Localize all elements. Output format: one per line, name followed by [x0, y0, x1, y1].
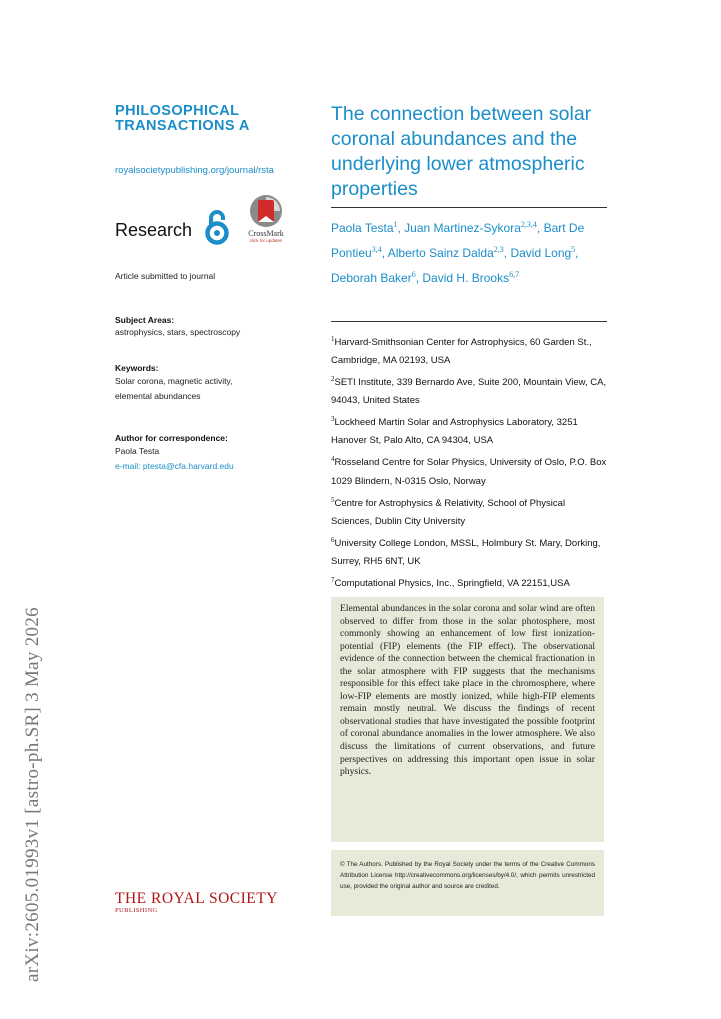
subject-areas-heading: Subject Areas: [115, 315, 175, 325]
affiliation-number: 5 [331, 495, 335, 504]
author-name: Deborah Baker [331, 271, 412, 285]
correspondence-heading: Author for correspondence: [115, 433, 228, 443]
affiliation-number: 4 [331, 455, 335, 464]
author-name: David H. Brooks [422, 271, 510, 285]
affiliation-number: 1 [331, 335, 335, 343]
correspondence [115, 433, 234, 473]
authors-divider [331, 321, 607, 322]
open-access-icon [204, 209, 230, 245]
author-affiliation-sup: 1 [393, 220, 398, 229]
author-affiliation-sup: 5 [571, 245, 576, 254]
affiliation-text: Lockheed Martin Solar and Astrophysics Laboratory, 3251 Hanover St, Palo Alto, CA 94304, USA [331, 417, 578, 447]
author-list [331, 214, 607, 289]
affiliation-item [331, 410, 607, 450]
affiliation-item [331, 491, 607, 531]
crossmark-label: CrossMark [248, 229, 284, 238]
author-separator: , [503, 246, 511, 260]
submission-note: Article submitted to journal [115, 271, 216, 281]
affiliation-item [331, 531, 607, 571]
author-affiliation-sup: 2,3,4 [520, 220, 537, 229]
affiliation-text: SETI Institute, 339 Bernardo Ave, Suite 200, Mountain View, CA, 94043, United States [331, 377, 607, 407]
arxiv-identifier: arXiv:2605.01993v1 [astro-ph.SR] 3 May 2026 [22, 607, 43, 982]
paper-title: The connection between solar coronal abundances and the underlying lower atmospheric properties [331, 103, 592, 200]
author-name: Bart De Pontieu [331, 221, 585, 260]
author-name: David Long [510, 246, 572, 260]
affiliation-text: Computational Physics, Inc., Springfield, VA 22151,USA [334, 578, 570, 590]
keywords-heading: Keywords: [115, 363, 159, 373]
affiliation-number: 3 [331, 415, 335, 424]
subject-areas [115, 315, 240, 339]
author-separator: , [536, 221, 544, 235]
journal-name-line2: TRANSACTIONS A [115, 118, 250, 134]
affiliation-text: Rosseland Centre for Solar Physics, University of Oslo, P.O. Box 1029 Blindern, N-0315 Oslo, Norway [331, 457, 607, 487]
subject-areas-text: astrophysics, stars, spectroscopy [115, 327, 241, 337]
crossmark-icon [244, 193, 288, 229]
author-separator: , [381, 246, 388, 260]
title-divider [331, 207, 607, 208]
author-separator: , [415, 271, 423, 285]
affiliation-text: University College London, MSSL, Holmbury St. Mary, Dorking, Surrey, RH5 6NT, UK [331, 537, 601, 567]
keywords-line1: Solar corona, magnetic activity, [115, 376, 233, 386]
affiliation-number: 6 [331, 535, 335, 544]
affiliation-item [331, 370, 607, 410]
article-category: Research [115, 220, 193, 240]
author-name: Juan Martinez-Sykora [404, 221, 521, 235]
author-affiliation-sup: 2,3 [493, 245, 504, 254]
crossmark-badge[interactable] [244, 193, 288, 249]
crossmark-sublabel: click for updates [249, 238, 283, 243]
publisher-logo: THE ROYAL SOCIETY [115, 890, 278, 907]
author-separator: , [397, 221, 405, 235]
affiliation-text: Centre for Astrophysics & Relativity, School of Physical Sciences, Dublin City University [331, 497, 566, 527]
license-box [331, 850, 604, 916]
journal-url-link[interactable]: royalsocietypublishing.org/journal/rsta [115, 165, 274, 176]
affiliation-item [331, 571, 607, 593]
affiliation-number: 2 [331, 375, 335, 384]
author-name: Paola Testa [331, 221, 394, 235]
author-separator: , [575, 246, 579, 260]
keywords [115, 363, 232, 403]
author-affiliation-sup: 6 [411, 270, 416, 279]
affiliation-text: Harvard-Smithsonian Center for Astrophysics, 60 Garden St., Cambridge, MA 02193, USA [331, 337, 592, 367]
author-name: Alberto Sainz Dalda [387, 246, 494, 260]
author-affiliation-sup: 3,4 [371, 245, 382, 254]
affiliation-item [331, 450, 607, 490]
journal-name-line1: PHILOSOPHICAL [115, 103, 240, 119]
author-affiliation-sup: 6,7 [509, 270, 520, 279]
correspondence-email-link[interactable]: e-mail: ptesta@cfa.harvard.edu [115, 461, 234, 471]
keywords-line2: elemental abundances [115, 391, 201, 401]
affiliation-number: 7 [331, 575, 335, 584]
license-text: © The Authors. Published by the Royal Society under the terms of the Creative Commons Attribution License http://creativecommons.org/licenses/by/4.0/, which permits unrestricted use, provided the original author and source are credited. [340, 861, 595, 890]
journal-name [115, 104, 250, 134]
abstract-text: Elemental abundances in the solar corona and solar wind are often observed to differ from those in the solar photosphere, most commonly showing an enhancement of low first ionization-potential (FIP) elements (the FIP effect). The observational evidence of the connection between the chemical fractionation in the solar atmosphere with FIP suggests that the mechanisms responsible for this effect take place in the chromosphere, where low-FIP elements are mostly ionized, while high-FIP elements remain mostly neutral. We discuss the findings of recent observational studies that have investigated the possible footprint of coronal abundance anomalies in the lower atmosphere. We also discuss the limitations of current observations, and future perspectives on addressing this important open issue in solar physics. [340, 603, 595, 778]
correspondence-name: Paola Testa [115, 446, 160, 456]
abstract-box [331, 597, 604, 842]
affiliation-item [331, 330, 607, 370]
affiliation-list [331, 330, 607, 593]
publisher-logo-subtitle: PUBLISHING [115, 907, 158, 914]
